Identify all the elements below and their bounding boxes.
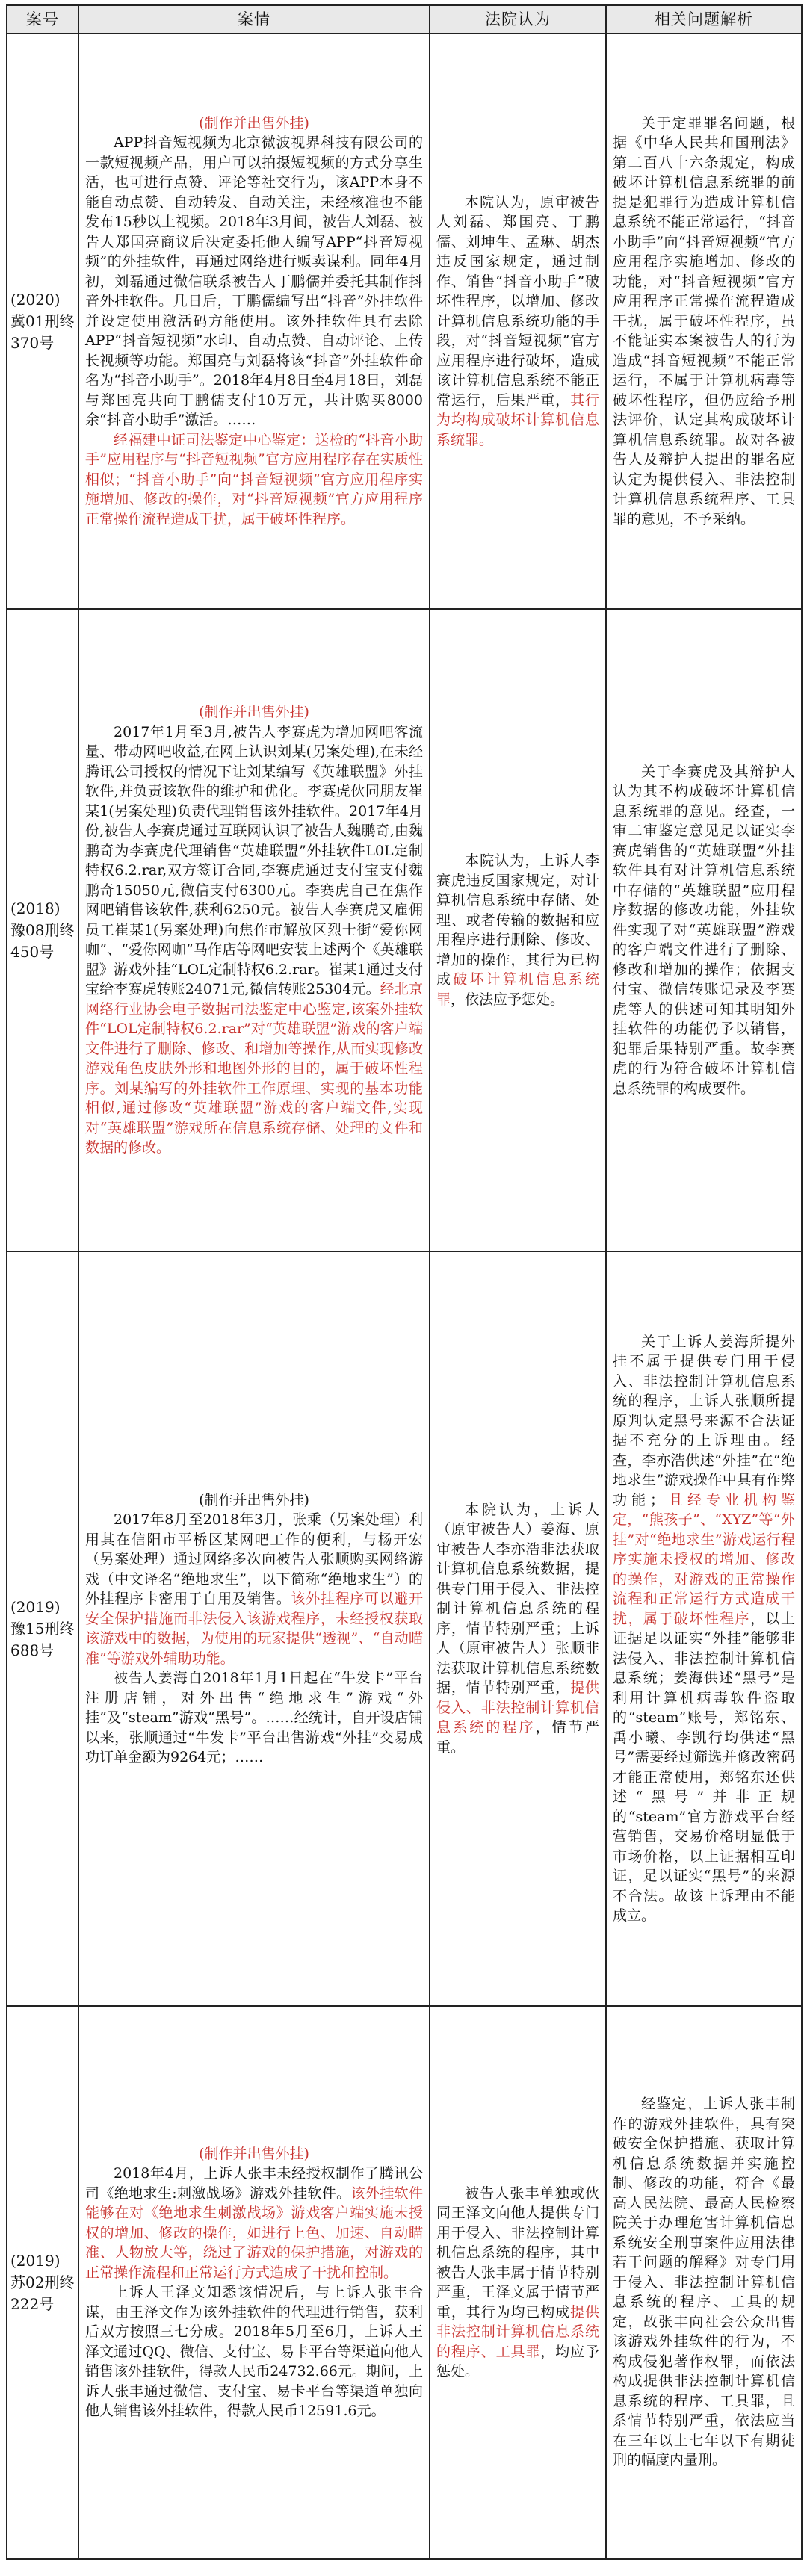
case-table (6, 4, 803, 2560)
court-opinion-cell (430, 1251, 606, 2006)
analysis-paragraph: 关于李赛虎及其辩护人认为其不构成破坏计算机信息系统罪的意见。经查，一审二审鉴定意见足以证实李赛虎销售的“英雄联盟”外挂软件具有对计算机信息系统中存储的“英雄联盟”应用程序数据的修改功能，外挂软件实现了对“英雄联盟”游戏的客户端文件进行了删除、修改和增加的操作；依据支付宝、微信转账记录及李赛虎等人的供述可知其明知外挂软件的功能仍予以销售，犯罪后果特别严重。故李赛虎的行为符合破坏计算机信息系统罪的构成要件。 (613, 763, 795, 1097)
case-number: (2020)冀01刑终370号 (7, 34, 78, 609)
header-court: 法院认为 (430, 5, 606, 34)
table-row (7, 1251, 802, 2006)
facts-cell (78, 2006, 430, 2559)
court-opinion-tail: ，依法应予惩处。 (451, 991, 565, 1008)
analysis-cell (606, 2006, 802, 2559)
court-opinion-highlight: 提供非法控制计算机信息系统的程序、工具罪 (436, 2303, 599, 2360)
case-number: (2019)苏02刑终222号 (7, 2006, 78, 2559)
court-opinion-highlight: 破坏计算机信息系统罪 (436, 971, 599, 1008)
analysis-text: ，以上证据足以证实“外挂”能够非法侵入、非法控制计算机信息系统；姜海供述“黑号”是利用计算机病毒软件盗取的“steam”账号，郑铭东、禹小曦、李凯行均供述“黑号”需要经过筛选并修改密码才能正常使用，郑铭东还供述“黑号”并非正规的“steam”官方游戏平台经营销售，交易价格明显低于市场价格，以上证据相互印证，足以证实“黑号”的来源不合法。故该上诉理由不能成立。 (613, 1610, 795, 1924)
court-opinion (436, 193, 599, 451)
case-number: (2018)豫08刑终450号 (7, 609, 78, 1251)
facts-paragraph: APP抖音短视频为北京微波视界科技有限公司的一款短视频产品，用户可以拍摄短视频的方式分享生活，也可进行点赞、评论等社交行为，该APP本身不能自动点赞、自动转发、自动关注，未经核准也不能发布15秒以上视频。2018年3月间，被告人刘磊、被告人郑国亮商议后决定委托他人编写APP“抖音短视频”的外挂软件，再通过网络进行贩卖谋利。同年4月初，刘磊通过微信联系被告人丁鹏儒并委托其制作抖音外挂软件。几日后，丁鹏儒编写出“抖音”外挂软件并设定使用激活码方能使用。该外挂软件具有去除APP“抖音短视频”水印、自动点赞、自动评论、上传长视频等功能。郑国亮与刘磊将该“抖音”外挂软件命名为“抖音小助手”。2018年4月8日至4月18日，刘磊与郑国亮共向丁鹏儒支付10万元，共计购买8000余“抖音小助手”激活。…… (85, 134, 423, 429)
court-opinion-text: 本院认为，原审被告人刘磊、郑国亮、丁鹏儒、刘坤生、孟琳、胡杰违反国家规定，通过制作、销售“抖音小助手”破坏性程序，以增加、修改计算机信息系统功能的手段，对“抖音短视频”官方应用程序进行破坏，造成该计算机信息系统不能正常运行，后果严重， (436, 193, 599, 409)
facts-text: 2017年8月至2018年3月，张乘（另案处理）利用其在信阳市平桥区某网吧工作的便利，与杨开宏（另案处理）通过网络多次向被告人张顺购买网络游戏（中文译名“绝地求生”，以下简称“绝地求生”）的外挂程序卡密用于自用及销售。 (85, 1511, 423, 1607)
analysis-cell (606, 1251, 802, 2006)
table-row (7, 34, 802, 609)
court-opinion-cell (430, 2006, 606, 2559)
table-row (7, 2006, 802, 2559)
facts-highlight: 该外挂软件能够在对《绝地求生刺激战场》游戏客户端实施未授权的增加、修改的操作，如进行上色、加速、自动瞄准、人物放大等，绕过了游戏的保护措施，对游戏的正常操作流程和正常运行方式造成了干扰和控制。 (85, 2185, 423, 2281)
facts-heading: (制作并出售外挂) (199, 704, 309, 721)
court-opinion-text: 被告人张丰单独或伙同王泽文向他人提供专门用于侵入、非法控制计算机信息系统的程序，其中被告人张丰属于情节特别严重，王泽文属于情节严重，其行为均已构成 (436, 2185, 599, 2320)
court-opinion-text: 本院认为，上诉人李赛虎违反国家规定，对计算机信息系统中存储、处理、或者传输的数据和应用程序进行删除、修改、增加的操作，其行为已构成 (436, 852, 599, 988)
court-opinion-tail: ，情节严重。 (436, 1719, 599, 1756)
analysis-highlight: 且经专业机构鉴定，“熊孩子”、“XYZ”等“外挂”对“绝地求生”游戏运行程序实施未授权的增加、修改的操作，对游戏的正常操作流程和正常运行方式造成干扰，属于破坏性程序 (613, 1491, 795, 1627)
court-opinion (436, 2184, 599, 2382)
court-opinion (436, 851, 599, 1009)
court-opinion-tail: ，均应予惩处。 (436, 2343, 599, 2380)
facts-cell (78, 1251, 430, 2006)
case-number: (2019)豫15刑终688号 (7, 1251, 78, 2006)
court-opinion-highlight: 其行为均构成破坏计算机信息系统罪。 (436, 391, 599, 448)
header-row (7, 5, 802, 34)
facts-paragraph: 被告人姜海自2018年1月1日起在“牛发卡”平台注册店铺，对外出售“绝地求生”游戏“外挂”及“steam”游戏“黑号”。……经统计，自开设店铺以来，张顺通过“牛发卡”平台出售游戏“外挂”交易成功订单金额为9264元；…… (85, 1670, 423, 1765)
facts-paragraph: 上诉人王泽文知悉该情况后，与上诉人张丰合谋，由王泽文作为该外挂软件的代理进行销售，获利后双方按照三七分成。2018年5月至6月，上诉人王泽文通过QQ、微信、支付宝、易卡平台等渠道向他人销售该外挂软件，得款人民币24732.66元。期间，上诉人张丰通过微信、支付宝、易卡平台等渠道单独向他人销售该外挂软件，得款人民币12591.6元。 (85, 2284, 423, 2419)
facts-paragraph (85, 1510, 423, 1668)
facts-highlight: 该外挂程序可以避开安全保护措施而非法侵入该游戏程序，未经授权获取该游戏中的数据，为使用的玩家提供“透视”、“自动瞄准”等游戏外辅助功能。 (85, 1591, 423, 1667)
header-case-no: 案号 (7, 5, 78, 34)
court-opinion-text: 本院认为，上诉人（原审被告人）姜海、原审被告人李亦浩非法获取计算机信息系统数据，提供专门用于侵入、非法控制计算机信息系统的程序，情节特别严重；上诉人（原审被告人）张顺非法获取计算机信息系统数据，情节特别严重， (436, 1501, 599, 1697)
analysis-paragraph: 关于定罪罪名问题，根据《中华人民共和国刑法》第二百八十六条规定，构成破坏计算机信息系统罪的前提是犯罪行为造成计算机信息系统不能正常运行，“抖音小助手”向“抖音短视频”官方应用程序实施增加、修改的功能，对“抖音短视频”官方应用程序正常操作流程造成干扰，属于破坏性程序，虽不能证实本案被告人的行为造成“抖音短视频”不能正常运行，不属于计算机病毒等破坏性程序，但仍应给予刑法评价，认定其构成破坏计算机信息系统罪。故对各被告人及辩护人提出的罪名应认定为提供侵入、非法控制计算机信息系统程序、工具罪的意见，不予采纳。 (613, 114, 795, 527)
header-analysis: 相关问题解析 (606, 5, 802, 34)
facts-heading: (制作并出售外挂) (199, 1491, 309, 1508)
facts-heading: (制作并出售外挂) (199, 2145, 309, 2162)
facts-highlight: 经北京网络行业协会电子数据司法鉴定中心鉴定,该案外挂软件“LOL定制特权6.2.rar”对“英雄联盟”游戏的客户端文件进行了删除、修改、和增加等操作,从而实现修改游戏角色皮肤外形和地图外形的目的，属于破坏性程序。刘某编写的外挂软件工作原理、实现的基本功能相似,通过修改“英雄联盟”游戏的客户端文件,实现对“英雄联盟”游戏所在信息系统存储、处理的文件和数据的修改。 (85, 981, 423, 1157)
analysis-cell (606, 34, 802, 609)
facts-cell (78, 609, 430, 1251)
facts-text: 2018年4月，上诉人张丰未经授权制作了腾讯公司《绝地求生:刺激战场》游戏外挂软件。 (85, 2165, 423, 2202)
analysis-text: 关于上诉人姜海所提外挂不属于提供专门用于侵入、非法控制计算机信息系统的程序，上诉人张顺所提原判认定黑号来源不合法证据不充分的上诉理由。经查，李亦浩供述“外挂”在“绝地求生”游戏操作中具有作弊功能； (613, 1333, 795, 1508)
court-opinion-highlight: 提供侵入、非法控制计算机信息系统的程序 (436, 1679, 599, 1736)
facts-highlight: 经福建中证司法鉴定中心鉴定：送检的“抖音小助手”应用程序与“抖音短视频”官方应用程序存在实质性相似；“抖音小助手”向“抖音短视频”官方应用程序实施增加、修改的操作，对“抖音短视频”官方应用程序正常操作流程造成干扰，属于破坏性程序。 (85, 431, 423, 527)
facts-heading: (制作并出售外挂) (199, 114, 309, 131)
analysis-cell (606, 609, 802, 1251)
facts-text: 2017年1月至3月,被告人李赛虎为增加网吧客流量、带动网吧收益,在网上认识刘某(另案处理),在未经腾讯公司授权的情况下让刘某编写《英雄联盟》外挂软件,并负责该软件的维护和优化。李赛虎伙同朋友崔某1(另案处理)负责代理销售该外挂软件。2017年4月份,被告人李赛虎通过互联网认识了被告人魏鹏奇,由魏鹏奇为李赛虎代理销售“英雄联盟”外挂软件L0L定制特权6.2.rar,双方签订合同,李赛虎通过支付宝支付魏鹏奇15050元,微信支付6300元。李赛虎自己在焦作网吧销售该软件,获利6250元。被告人李赛虎又雇佣员工崔某1(另案处理)向焦作市解放区烈士街“爱你网咖”、“爱你网咖”马作店等网吧安装上述两个《英雄联盟》游戏外挂“LOL定制特权6.2.rar。崔某1通过支付宝给李赛虎转账24071元,微信转账25304元。 (85, 723, 423, 998)
facts-paragraph (85, 2164, 423, 2282)
header-facts: 案情 (78, 5, 430, 34)
analysis-paragraph (613, 1332, 795, 1926)
facts-paragraph (85, 722, 423, 1158)
analysis-paragraph: 经鉴定，上诉人张丰制作的游戏外挂软件，具有突破安全保护措施、获取计算机信息系统数据并实施控制、修改的功能，符合《最高人民法院、最高人民检察院关于办理危害计算机信息系统安全刑事案件应用法律若干问题的解释》对专门用于侵入、非法控制计算机信息系统的程序、工具的规定，故张丰向社会公众出售该游戏外挂软件的行为，不构成侵犯著作权罪，而依法构成提供非法控制计算机信息系统的程序、工具罪，且系情节特别严重，依法应当在三年以上七年以下有期徒刑的幅度内量刑。 (613, 2096, 795, 2469)
facts-cell (78, 34, 430, 609)
court-opinion-cell (430, 34, 606, 609)
table-row (7, 609, 802, 1251)
court-opinion (436, 1500, 599, 1758)
court-opinion-cell (430, 609, 606, 1251)
